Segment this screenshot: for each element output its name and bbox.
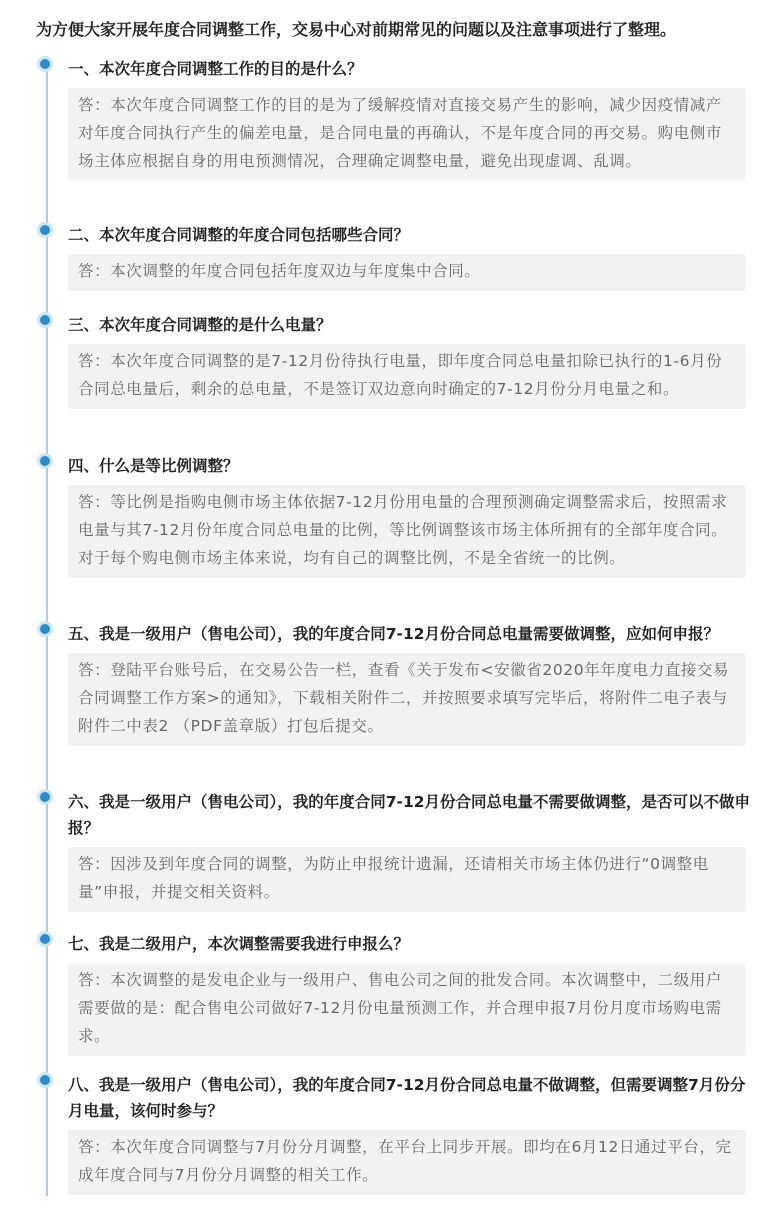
bullet-dot-icon: [40, 1075, 50, 1085]
faq-answer: 答：本次年度合同调整工作的目的是为了缓解疫情对直接交易产生的影响，减少因疫情减产对年度合同执行产生的偏差电量，是合同电量的再确认，不是年度合同的再交易。购电侧市场主体应根据自身的用电预测情况，合理确定调整电量，避免出现虚调、乱调。: [68, 88, 746, 181]
faq-answer: 答：等比例是指购电侧市场主体依据7-12月份用电量的合理预测确定调整需求后，按照需求电量与其7-12月份年度合同总电量的比例，等比例调整该市场主体所拥有的全部年度合同。对于每个购电侧市场主体来说，均有自己的调整比例，不是全省统一的比例。: [68, 485, 746, 578]
faq-question: 一、本次年度合同调整工作的目的是什么？: [68, 60, 363, 78]
faq-question: 四、什么是等比例调整？: [68, 457, 239, 475]
faq-answer: 答：本次调整的年度合同包括年度双边与年度集中合同。: [68, 254, 746, 291]
faq-item-8: [38, 1072, 758, 1195]
faq-item-5: [38, 621, 758, 746]
faq-item-6: [38, 789, 758, 912]
faq-item-2: [38, 222, 758, 291]
faq-answer: 答：本次年度合同调整与7月份分月调整，在平台上同步开展。即均在6月12日通过平台，完成年度合同与7月份分月调整的相关工作。: [68, 1130, 746, 1195]
faq-answer: 答：登陆平台账号后，在交易公告一栏，查看《关于发布<安徽省2020年年度电力直接交易合同调整工作方案>的通知》，下载相关附件二，并按照要求填写完毕后，将附件二电子表与附件二中表2 （PDF盖章版）打包后提交。: [68, 653, 746, 746]
faq-question: 五、我是一级用户（售电公司），我的年度合同7-12月份合同总电量需要做调整，应如何申报？: [68, 625, 720, 643]
faq-question: 八、我是一级用户（售电公司），我的年度合同7-12月份合同总电量不做调整，但需要调整7月份分月电量，该何时参与？: [68, 1076, 746, 1120]
faq-item-3: [38, 312, 758, 409]
faq-item-7: [38, 931, 758, 1056]
faq-question: 三、本次年度合同调整的是什么电量？: [68, 316, 332, 334]
bullet-dot-icon: [40, 934, 50, 944]
faq-question: 六、我是一级用户（售电公司），我的年度合同7-12月份合同总电量不需要做调整，是否可以不做申报？: [68, 793, 751, 837]
bullet-dot-icon: [40, 59, 50, 69]
faq-answer: 答：本次调整的是发电企业与一级用户、售电公司之间的批发合同。本次调整中，二级用户需要做的是：配合售电公司做好7-12月份电量预测工作，并合理申报7月份月度市场购电需求。: [68, 963, 746, 1056]
faq-item-4: [38, 453, 758, 578]
faq-question: 七、我是二级用户，本次调整需要我进行申报么？: [68, 935, 410, 953]
faq-answer: 答：本次年度合同调整的是7-12月份待执行电量，即年度合同总电量扣除已执行的1-6月份合同总电量后，剩余的总电量，不是签订双边意向时确定的7-12月份分月电量之和。: [68, 344, 746, 409]
bullet-dot-icon: [40, 315, 50, 325]
faq-answer: 答：因涉及到年度合同的调整，为防止申报统计遗漏，还请相关市场主体仍进行“0调整电量”申报，并提交相关资料。: [68, 847, 746, 912]
bullet-dot-icon: [40, 225, 50, 235]
bullet-dot-icon: [40, 624, 50, 634]
bullet-dot-icon: [40, 456, 50, 466]
faq-item-1: [38, 56, 758, 181]
bullet-dot-icon: [40, 792, 50, 802]
faq-question: 二、本次年度合同调整的年度合同包括哪些合同？: [68, 226, 410, 244]
intro-text: 为方便大家开展年度合同调整工作，交易中心对前期常见的问题以及注意事项进行了整理。: [36, 20, 677, 39]
